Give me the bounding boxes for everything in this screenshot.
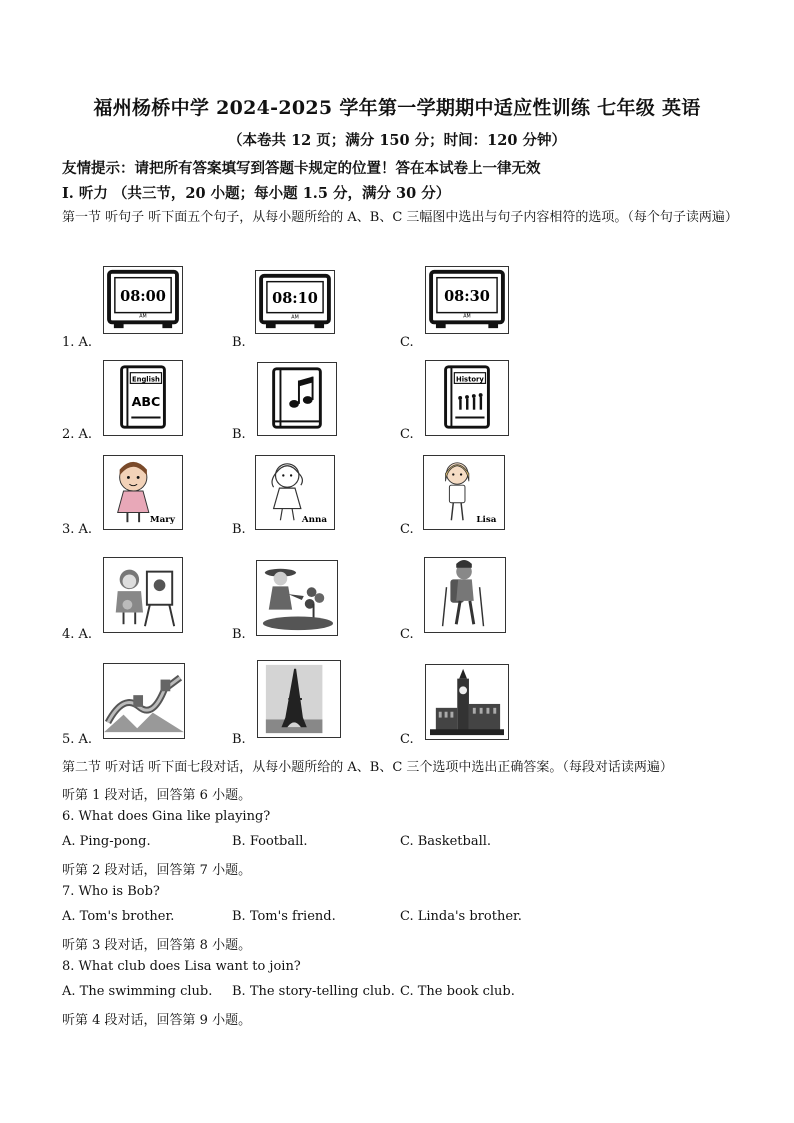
book-a-title: English [131,375,160,384]
clock-0800-image [103,266,183,334]
clock-a-time: 08:00 [120,287,166,305]
q1-c-label: C. [400,335,414,350]
clock-icon [104,267,182,333]
question-8: 8. What club does Lisa want to join? [62,959,301,974]
q1-b-label: B. [232,335,246,350]
book-c-title: History [456,375,484,384]
girl-mary-image [103,455,183,530]
dialogue-3-intro: 听第 3 段对话，回答第 8 小题。 [62,938,252,953]
q7-option-a: A. Tom's brother. [62,909,175,924]
history-book-image [425,360,509,436]
q3-a-label: 3. A. [62,522,93,537]
painting-icon [104,558,182,632]
q7-option-c: C. Linda's brother. [400,909,522,924]
girl-anna-image [255,455,335,530]
q2-c-label: C. [400,427,414,442]
great-wall-icon [104,664,184,738]
clock-c-am: AM [463,313,471,320]
book-a-text: ABC [131,393,161,409]
name-mary: Mary [149,515,175,526]
clock-icon [256,271,334,333]
dialogue-1-intro: 听第 1 段对话，回答第 6 小题。 [62,788,252,803]
dialogue-2-intro: 听第 2 段对话，回答第 7 小题。 [62,863,252,878]
q3-c-label: C. [400,522,414,537]
big-ben-image [425,664,509,740]
clock-0810-image [255,270,335,334]
big-ben-icon [426,665,508,739]
music-book-image [257,362,337,436]
clock-0830-image [425,266,509,334]
q6-option-a: A. Ping-pong. [62,834,151,849]
question-6: 6. What does Gina like playing? [62,809,271,824]
clock-a-am: AM [139,313,147,320]
q2-b-label: B. [232,427,246,442]
q4-a-label: 4. A. [62,627,93,642]
page-title: 福州杨桥中学 2024-2025 学年第一学期期中适应性训练 七年级 英语 [93,97,701,119]
girl-lisa-image [423,455,505,530]
q6-option-b: B. Football. [232,834,308,849]
q5-a-label: 5. A. [62,732,93,747]
clock-icon [426,267,508,333]
q4-b-label: B. [232,627,246,642]
part1-instruction: 第一节 听句子 听下面五个句子，从每小题所给的 A、B、C 三幅图中选出与句子内容相符的选项。（每个句子读两遍） [62,210,738,225]
book-icon [104,361,182,435]
q5-c-label: C. [400,732,414,747]
hiking-girl-image [424,557,506,633]
gardening-girl-image [256,560,338,636]
q4-c-label: C. [400,627,414,642]
part2-instruction: 第二节 听对话 听下面七段对话，从每小题所给的 A、B、C 三个选项中选出正确答案。（每段对话读两遍） [62,760,673,775]
question-7: 7. Who is Bob? [62,884,160,899]
eiffel-tower-image [257,660,341,738]
q5-b-label: B. [232,732,246,747]
q8-option-c: C. The book club. [400,984,515,999]
painting-girl-image [103,557,183,633]
q6-option-c: C. Basketball. [400,834,492,849]
q7-option-b: B. Tom's friend. [232,909,336,924]
gardening-icon [257,561,337,635]
exam-info: （本卷共 12 页；满分 150 分；时间：120 分钟） [228,132,566,149]
great-wall-image [103,663,185,739]
q1-a-label: 1. A. [62,335,93,350]
clock-c-time: 08:30 [444,287,490,305]
book-icon [426,361,508,435]
girl-icon [424,456,504,529]
name-anna: Anna [301,515,328,526]
clock-b-time: 08:10 [272,289,318,307]
q8-option-b: B. The story-telling club. [232,984,395,999]
friendly-tip: 友情提示：请把所有答案填写到答题卡规定的位置！答在本试卷上一律无效 [62,160,541,177]
q8-option-a: A. The swimming club. [62,984,213,999]
music-book-icon [258,363,336,435]
section-heading: I. 听力 （共三节，20 小题；每小题 1.5 分，满分 30 分） [62,185,451,202]
name-lisa: Lisa [476,515,497,526]
girl-icon [104,456,182,529]
clock-b-am: AM [291,315,299,321]
english-book-image [103,360,183,436]
dialogue-4-intro: 听第 4 段对话，回答第 9 小题。 [62,1013,252,1028]
q2-a-label: 2. A. [62,427,93,442]
q3-b-label: B. [232,522,246,537]
girl-icon [256,456,334,529]
eiffel-tower-icon [258,661,340,737]
hiking-icon [425,558,505,632]
